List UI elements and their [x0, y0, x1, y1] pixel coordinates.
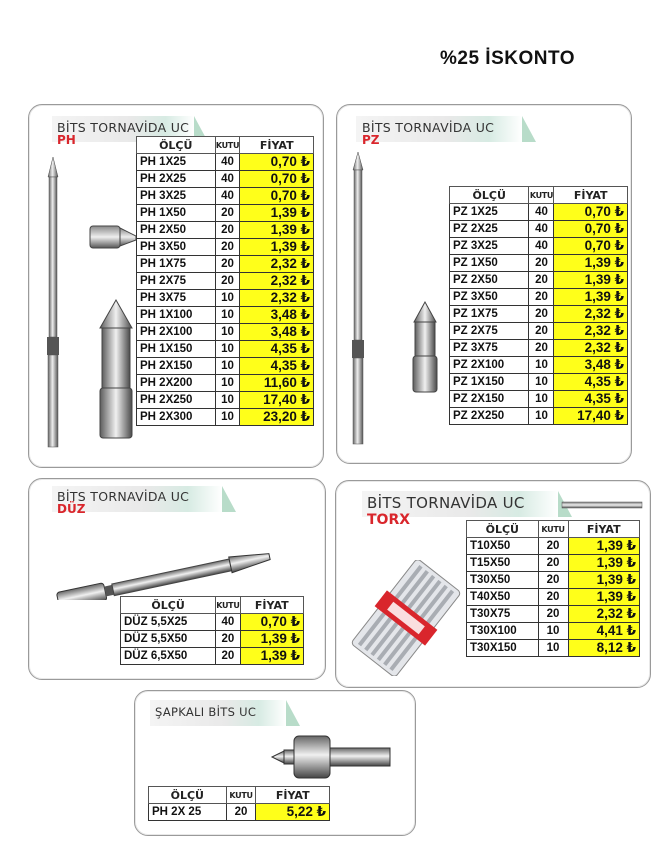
price-column-header: FİYAT — [240, 137, 314, 154]
price-row — [450, 340, 628, 357]
price-row — [149, 804, 330, 821]
box-cell: 20 — [216, 648, 240, 665]
price-column-header: FİYAT — [240, 597, 303, 614]
price-row — [450, 306, 628, 323]
price-cell: 1,39 ₺ — [568, 589, 640, 606]
price-row — [467, 572, 640, 589]
size-cell: PH 1X50 — [137, 205, 216, 222]
price-cell: 0,70 ₺ — [240, 171, 314, 188]
price-cell: 1,39 ₺ — [568, 555, 640, 572]
size-cell: PZ 3X25 — [450, 238, 529, 255]
box-cell: 20 — [215, 273, 240, 290]
price-cell: 3,48 ₺ — [240, 324, 314, 341]
size-cell: PH 2X150 — [137, 358, 216, 375]
size-cell: DÜZ 6,5X50 — [121, 648, 216, 665]
price-cell: 0,70 ₺ — [554, 204, 628, 221]
price-cell: 0,70 ₺ — [240, 614, 303, 631]
box-cell: 20 — [529, 255, 554, 272]
price-cell: 4,35 ₺ — [240, 341, 314, 358]
price-cell: 4,35 ₺ — [240, 358, 314, 375]
box-cell: 10 — [215, 392, 240, 409]
price-row — [467, 640, 640, 657]
price-row — [137, 256, 314, 273]
box-column-header: KUTU — [529, 187, 554, 204]
torx-title: BİTS TORNAVİDA UC — [367, 494, 525, 512]
price-row — [450, 391, 628, 408]
price-cell: 1,39 ₺ — [240, 648, 303, 665]
price-column-header: FİYAT — [256, 787, 330, 804]
box-cell: 20 — [529, 340, 554, 357]
size-cell: T30X50 — [467, 572, 539, 589]
price-cell: 5,22 ₺ — [256, 804, 330, 821]
box-cell: 40 — [215, 154, 240, 171]
price-row — [137, 171, 314, 188]
sapkali-price-table — [148, 786, 330, 821]
pz-price-table — [449, 186, 628, 425]
box-cell: 10 — [538, 623, 568, 640]
price-cell: 4,35 ₺ — [554, 391, 628, 408]
price-row — [450, 255, 628, 272]
price-row — [121, 631, 304, 648]
size-cell: PH 1X100 — [137, 307, 216, 324]
price-row — [137, 358, 314, 375]
size-cell: PZ 2X25 — [450, 221, 529, 238]
sapkali-title: ŞAPKALI BİTS UC — [155, 705, 257, 719]
size-cell: PH 2X 25 — [149, 804, 227, 821]
price-cell: 3,48 ₺ — [240, 307, 314, 324]
torx-price-table — [466, 520, 640, 657]
size-cell: PH 3X75 — [137, 290, 216, 307]
size-cell: T40X50 — [467, 589, 539, 606]
price-row — [137, 307, 314, 324]
size-cell: PZ 2X250 — [450, 408, 529, 425]
price-cell: 0,70 ₺ — [240, 154, 314, 171]
price-row — [137, 154, 314, 171]
box-cell: 40 — [529, 238, 554, 255]
size-column-header: ÖLÇÜ — [467, 521, 539, 538]
price-column-header: FİYAT — [554, 187, 628, 204]
size-cell: PZ 1X50 — [450, 255, 529, 272]
price-cell: 1,39 ₺ — [568, 538, 640, 555]
box-cell: 10 — [215, 290, 240, 307]
price-cell: 1,39 ₺ — [554, 289, 628, 306]
price-row — [450, 238, 628, 255]
price-row — [137, 392, 314, 409]
price-row — [467, 589, 640, 606]
box-cell: 20 — [529, 306, 554, 323]
price-cell: 1,39 ₺ — [568, 572, 640, 589]
box-cell: 40 — [215, 188, 240, 205]
price-cell: 0,70 ₺ — [240, 188, 314, 205]
price-cell: 2,32 ₺ — [554, 323, 628, 340]
price-row — [450, 221, 628, 238]
box-column-header: KUTU — [226, 787, 256, 804]
price-cell: 1,39 ₺ — [240, 205, 314, 222]
price-row — [121, 614, 304, 631]
price-cell: 2,32 ₺ — [240, 256, 314, 273]
price-cell: 4,35 ₺ — [554, 374, 628, 391]
size-cell: PH 2X50 — [137, 222, 216, 239]
box-cell: 40 — [216, 614, 240, 631]
price-row — [450, 289, 628, 306]
ph-long-bit-image — [38, 155, 68, 455]
sapkali-bit-image — [270, 732, 394, 782]
box-cell: 20 — [538, 606, 568, 623]
size-cell: PH 2X200 — [137, 375, 216, 392]
price-row — [137, 324, 314, 341]
duz-price-table — [120, 596, 304, 665]
box-cell: 40 — [529, 221, 554, 238]
size-cell: T30X150 — [467, 640, 539, 657]
ph-price-table — [136, 136, 314, 426]
price-row — [137, 375, 314, 392]
size-cell: PZ 1X25 — [450, 204, 529, 221]
size-cell: PZ 2X150 — [450, 391, 529, 408]
size-cell: T10X50 — [467, 538, 539, 555]
price-row — [467, 623, 640, 640]
size-cell: DÜZ 5,5X50 — [121, 631, 216, 648]
size-column-header: ÖLÇÜ — [149, 787, 227, 804]
size-cell: PH 2X25 — [137, 171, 216, 188]
box-cell: 20 — [538, 589, 568, 606]
size-cell: PH 2X100 — [137, 324, 216, 341]
size-cell: PH 2X250 — [137, 392, 216, 409]
box-column-header: KUTU — [216, 597, 240, 614]
torx-bit-set-image — [350, 560, 462, 676]
box-cell: 20 — [529, 323, 554, 340]
price-row — [467, 555, 640, 572]
price-row — [137, 273, 314, 290]
size-cell: PH 1X150 — [137, 341, 216, 358]
price-cell: 17,40 ₺ — [240, 392, 314, 409]
duz-subtitle: DÜZ — [57, 502, 86, 516]
size-cell: T30X75 — [467, 606, 539, 623]
size-cell: PZ 3X50 — [450, 289, 529, 306]
price-cell: 1,39 ₺ — [554, 272, 628, 289]
box-cell: 20 — [529, 289, 554, 306]
ph-short-bit-image — [88, 218, 138, 258]
price-cell: 1,39 ₺ — [554, 255, 628, 272]
size-cell: PZ 1X75 — [450, 306, 529, 323]
box-cell: 10 — [215, 307, 240, 324]
price-cell: 2,32 ₺ — [240, 290, 314, 307]
box-cell: 10 — [529, 408, 554, 425]
box-cell: 20 — [215, 256, 240, 273]
price-cell: 2,32 ₺ — [240, 273, 314, 290]
box-cell: 10 — [215, 341, 240, 358]
price-row — [137, 239, 314, 256]
price-row — [467, 538, 640, 555]
ph-subtitle: PH — [57, 133, 76, 147]
price-cell: 1,39 ₺ — [240, 631, 303, 648]
price-row — [137, 409, 314, 426]
box-cell: 20 — [538, 572, 568, 589]
size-cell: T15X50 — [467, 555, 539, 572]
price-row — [137, 222, 314, 239]
box-cell: 40 — [529, 204, 554, 221]
box-cell: 20 — [215, 239, 240, 256]
pz-long-bit-image — [345, 150, 371, 450]
price-cell: 23,20 ₺ — [240, 409, 314, 426]
size-cell: T30X100 — [467, 623, 539, 640]
price-cell: 17,40 ₺ — [554, 408, 628, 425]
box-cell: 20 — [529, 272, 554, 289]
size-column-header: ÖLÇÜ — [450, 187, 529, 204]
size-cell: PZ 1X150 — [450, 374, 529, 391]
price-row — [137, 205, 314, 222]
torx-long-bit-image — [560, 494, 646, 516]
price-row — [137, 188, 314, 205]
price-row — [450, 357, 628, 374]
price-row — [450, 204, 628, 221]
size-column-header: ÖLÇÜ — [121, 597, 216, 614]
box-cell: 20 — [538, 538, 568, 555]
price-row — [450, 272, 628, 289]
box-column-header: KUTU — [538, 521, 568, 538]
box-cell: 20 — [216, 631, 240, 648]
price-cell: 2,32 ₺ — [554, 306, 628, 323]
ph-title: BİTS TORNAVİDA UC — [57, 120, 190, 135]
price-column-header: FİYAT — [568, 521, 640, 538]
price-cell: 1,39 ₺ — [240, 222, 314, 239]
size-cell: PZ 2X100 — [450, 357, 529, 374]
size-cell: DÜZ 5,5X25 — [121, 614, 216, 631]
discount-heading: %25 İSKONTO — [440, 48, 576, 69]
price-row — [467, 606, 640, 623]
box-cell: 10 — [215, 324, 240, 341]
box-cell: 10 — [538, 640, 568, 657]
price-cell: 4,41 ₺ — [568, 623, 640, 640]
pz-bit-closeup-image — [410, 300, 440, 395]
size-cell: PH 2X300 — [137, 409, 216, 426]
pz-subtitle: PZ — [362, 133, 380, 147]
price-cell: 1,39 ₺ — [240, 239, 314, 256]
box-cell: 10 — [215, 409, 240, 426]
price-row — [137, 290, 314, 307]
price-row — [450, 408, 628, 425]
price-cell: 2,32 ₺ — [554, 340, 628, 357]
box-cell: 10 — [215, 358, 240, 375]
size-cell: PH 3X25 — [137, 188, 216, 205]
box-column-header: KUTU — [215, 137, 240, 154]
size-cell: PH 2X75 — [137, 273, 216, 290]
box-cell: 20 — [226, 804, 256, 821]
price-row — [450, 374, 628, 391]
price-row — [450, 323, 628, 340]
box-cell: 20 — [538, 555, 568, 572]
duz-title: BİTS TORNAVİDA UC — [57, 489, 190, 504]
price-row — [137, 341, 314, 358]
price-cell: 8,12 ₺ — [568, 640, 640, 657]
price-cell: 0,70 ₺ — [554, 221, 628, 238]
price-cell: 2,32 ₺ — [568, 606, 640, 623]
box-cell: 10 — [529, 374, 554, 391]
torx-subtitle: TORX — [367, 512, 411, 528]
size-cell: PH 3X50 — [137, 239, 216, 256]
box-cell: 20 — [215, 205, 240, 222]
duz-bit-image — [48, 540, 278, 600]
price-cell: 0,70 ₺ — [554, 238, 628, 255]
box-cell: 20 — [215, 222, 240, 239]
box-cell: 10 — [215, 375, 240, 392]
size-cell: PZ 2X75 — [450, 323, 529, 340]
price-cell: 3,48 ₺ — [554, 357, 628, 374]
size-column-header: ÖLÇÜ — [137, 137, 216, 154]
size-cell: PZ 2X50 — [450, 272, 529, 289]
price-row — [121, 648, 304, 665]
box-cell: 10 — [529, 391, 554, 408]
box-cell: 10 — [529, 357, 554, 374]
pz-title: BİTS TORNAVİDA UC — [362, 120, 495, 135]
ph-bit-closeup-image — [94, 298, 138, 446]
price-cell: 11,60 ₺ — [240, 375, 314, 392]
box-cell: 40 — [215, 171, 240, 188]
size-cell: PZ 3X75 — [450, 340, 529, 357]
size-cell: PH 1X75 — [137, 256, 216, 273]
size-cell: PH 1X25 — [137, 154, 216, 171]
